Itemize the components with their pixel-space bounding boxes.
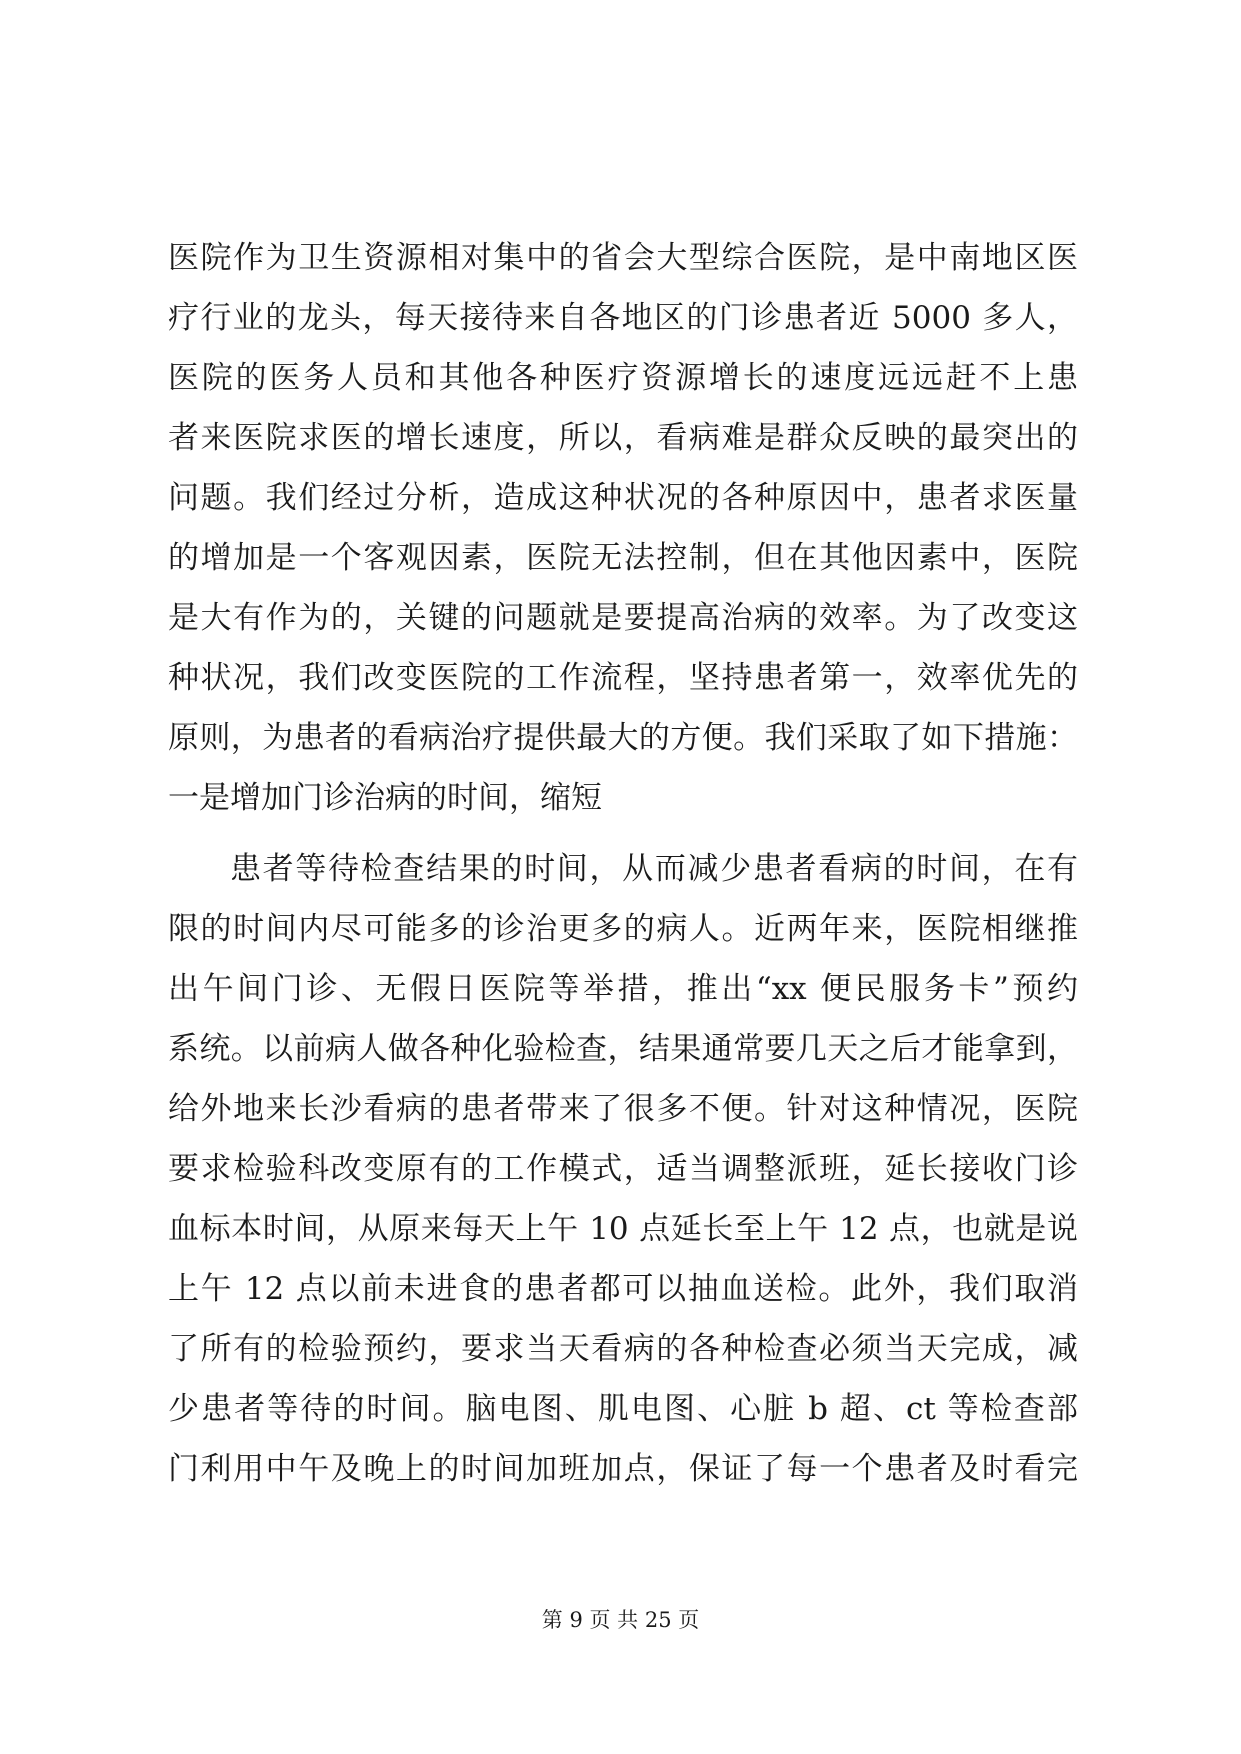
text-line: 系统。以前病人做各种化验检查，结果通常要几天之后才能拿到， [168,1031,1078,1067]
text-line: 门利用中午及晚上的时间加班加点，保证了每一个患者及时看完 [168,1451,1078,1487]
text-line: 是大有作为的，关键的问题就是要提高治病的效率。为了改变这 [168,600,1078,636]
text-line: 患者等待检查结果的时间，从而减少患者看病的时间，在有 [230,851,1078,887]
text-line: 了所有的检验预约，要求当天看病的各种检查必须当天完成，减 [168,1331,1078,1367]
document-body [168,228,1078,1499]
text-line: 少患者等待的时间。脑电图、肌电图、心脏 b 超、ct 等检查部 [168,1391,1078,1427]
text-line: 上午 12 点以前未进食的患者都可以抽血送检。此外，我们取消 [168,1271,1078,1307]
text-line: 的增加是一个客观因素，医院无法控制，但在其他因素中，医院 [168,540,1078,576]
text-line: 医院作为卫生资源相对集中的省会大型综合医院，是中南地区医 [168,240,1078,276]
paragraph-2 [168,839,1078,1499]
text-line: 要求检验科改变原有的工作模式，适当调整派班，延长接收门诊 [168,1151,1078,1187]
text-line: 原则，为患者的看病治疗提供最大的方便。我们采取了如下措施： [168,720,1078,756]
text-line: 一是增加门诊治病的时间，缩短 [168,780,602,816]
text-line: 限的时间内尽可能多的诊治更多的病人。近两年来，医院相继推 [168,911,1078,947]
text-line: 给外地来长沙看病的患者带来了很多不便。针对这种情况，医院 [168,1091,1078,1127]
text-line: 种状况，我们改变医院的工作流程，坚持患者第一，效率优先的 [168,660,1078,696]
paragraph-gap [168,828,1078,839]
text-line: 医院的医务人员和其他各种医疗资源增长的速度远远赶不上患 [168,360,1078,396]
text-line: 出午间门诊、无假日医院等举措，推出“xx 便民服务卡”预约 [168,971,1078,1007]
page-number-footer: 第 9 页 共 25 页 [541,1608,700,1632]
text-line: 问题。我们经过分析，造成这种状况的各种原因中，患者求医量 [168,480,1078,516]
paragraph-1 [168,228,1078,828]
text-line: 者来医院求医的增长速度，所以，看病难是群众反映的最突出的 [168,420,1078,456]
text-line: 血标本时间，从原来每天上午 10 点延长至上午 12 点，也就是说 [168,1211,1078,1247]
text-line: 疗行业的龙头，每天接待来自各地区的门诊患者近 5000 多人， [168,300,1078,336]
